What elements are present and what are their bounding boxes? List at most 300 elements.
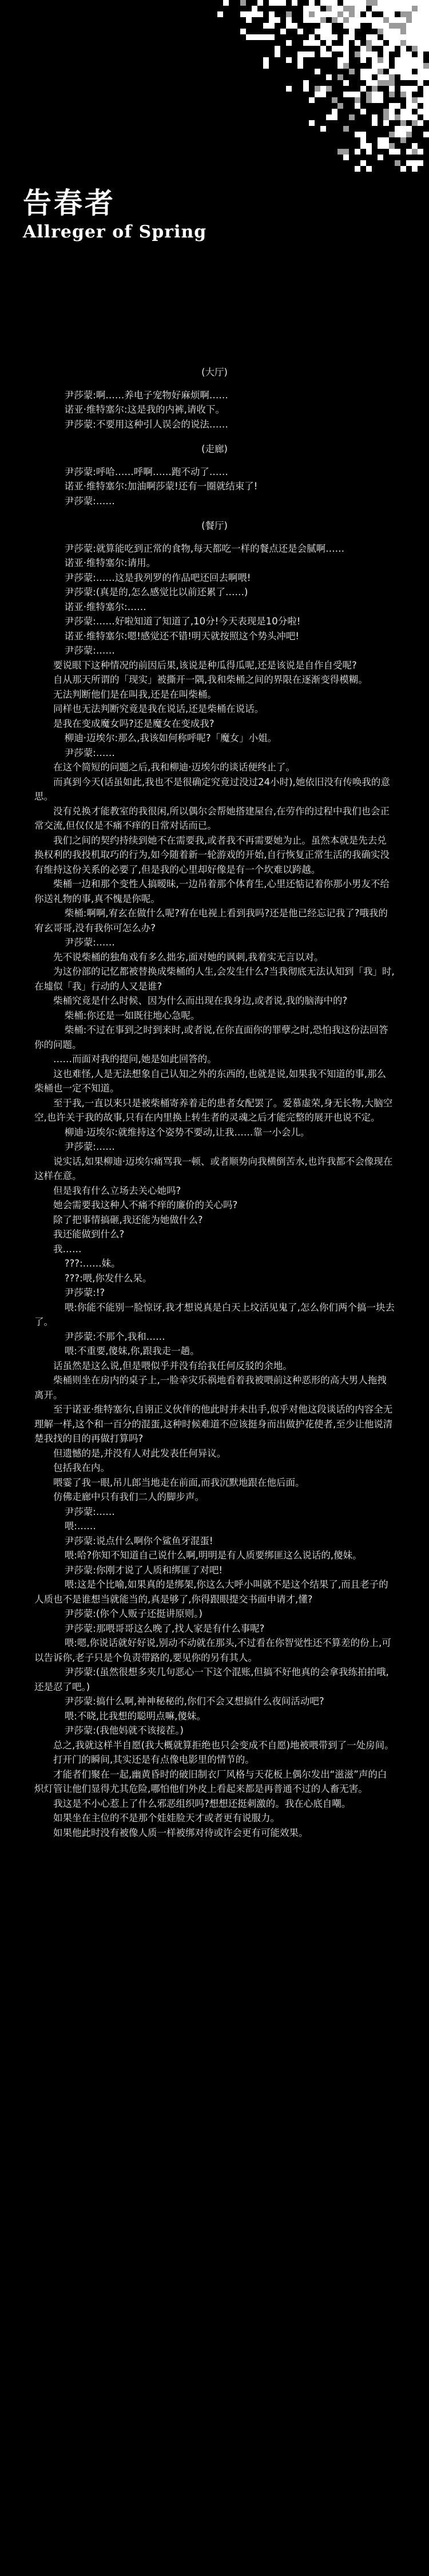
pixel-block [389,11,395,17]
pixel-block [406,63,412,69]
narration-paragraph: 打开门的瞬间,其实还是有点像电影里的情节的。 [53,1754,255,1765]
narration-paragraph: 要说眼下这种情况的前因后果,该说是种瓜得瓜呢,还是该说是自作自受呢? [53,659,357,671]
pixel-block [400,23,406,29]
pixel-block [383,0,389,6]
pixel-block [412,40,418,46]
pixel-block [412,46,418,52]
dialogue-line: 尹莎蒙:搞什么啊,神神秘秘的,你们不会又想搞什么夜间活动吧? [64,1696,324,1707]
pixel-block [263,34,269,40]
dialogue-line: 柴桶:你还是一如既往地心急呢。 [64,1010,200,1021]
pixel-block [343,6,349,11]
pixel-block [378,57,383,63]
pixel-block [320,17,326,23]
pixel-block [400,40,406,46]
pixel-block [378,0,383,6]
pixel-block [412,114,418,120]
pixel-block [355,40,360,46]
pixel-block [320,23,326,29]
dialogue-line: 尹莎蒙:!? [64,1287,105,1298]
pixel-block [389,29,395,34]
pixel-block [366,34,372,40]
dialogue-line: 喂:你能不能别一脸惊讶,我才想说真是白天上坟活见鬼了,怎么你们两个搞一块去了。 [34,1301,395,1327]
dialogue-line: 喂:不重要,傻妹,你,跟我走一趟。 [64,1346,200,1356]
pixel-block [343,80,349,86]
pixel-block [400,109,406,114]
pixel-block [252,6,257,11]
pixel-block [360,137,366,143]
narration-paragraph: 但是我有什么立场去关心她吗? [53,1185,181,1196]
pixel-block [320,11,326,17]
pixel-block [400,114,406,120]
pixel-block [423,69,429,74]
narration-paragraph: 没有兑换才能教室的我很闲,所以偶尔会帮她搭建屋台,在劳作的过程中我们也会正常交流,但仅仅是不痛不痒的日常对话而已。 [34,805,390,831]
pixel-block [378,29,383,34]
pixel-block [326,23,332,29]
pixel-block [309,97,315,103]
pixel-block [303,40,309,46]
narration-paragraph: 我…… [53,1243,82,1255]
pixel-block [400,57,406,63]
pixel-block [406,69,412,74]
dialogue-line: 诺亚·维特塞尔:加油啊莎蒙!还有一圈就结束了! [64,481,258,492]
pixel-block [383,34,389,40]
pixel-block [423,34,429,40]
pixel-block [337,149,343,155]
pixel-block [309,34,315,40]
pixel-block [366,92,372,97]
pixel-block [275,52,280,57]
pixel-block [360,46,366,52]
pixel-block [217,11,223,17]
pixel-block [320,34,326,40]
narration-paragraph: 她会需要我这种人不痛不痒的廉价的关心吗? [53,1200,238,1210]
pixel-block [378,80,383,86]
pixel-block [423,74,429,80]
pixel-block [366,74,372,80]
pixel-block [389,34,395,40]
pixel-block [269,34,275,40]
narration-paragraph: 我这是不小心惹上了什么邪恶组织吗?想想还挺刺激的。我在心底自嘲。 [53,1798,351,1809]
pixel-block [418,149,423,155]
pixel-block [423,17,429,23]
pixel-block [223,0,229,6]
pixel-block [315,40,320,46]
pixel-block [406,126,412,132]
pixel-block [286,86,292,92]
pixel-block [423,29,429,34]
narration-paragraph: 如果他此时没有被像人质一样被绑对待或许会更有可能效果。 [53,1827,308,1838]
pixel-block [395,160,400,166]
pixel-block [360,57,366,63]
pixel-block [320,46,326,52]
pixel-block [423,0,429,6]
pixel-block [315,92,320,97]
pixel-block [378,69,383,74]
scene-heading: (餐厅) [201,520,228,531]
pixel-block [360,143,366,149]
pixel-block [412,11,418,17]
pixel-block [423,46,429,52]
dialogue-line: 尹莎蒙:不那个,我和…… [64,1331,165,1342]
pixel-block [252,11,257,17]
pixel-block [389,23,395,29]
pixel-block [395,63,400,69]
pixel-block [406,92,412,97]
pixel-block [389,74,395,80]
pixel-block [400,6,406,11]
dialogue-line: 尹莎蒙:那喂哥哥这么晚了,找人家是有什么事呢? [64,1623,265,1634]
pixel-block [332,46,337,52]
narration-paragraph: 我还能做到什么? [53,1229,125,1240]
dialogue-line: 尹莎蒙:(真是的,怎么感觉比以前还累了……) [64,587,248,597]
pixel-block [343,92,349,97]
pixel-block [297,63,303,69]
pixel-block [349,17,355,23]
pixel-block [389,103,395,109]
pixel-block [263,63,269,69]
pixel-block [395,40,400,46]
pixel-block [412,143,418,149]
narration-paragraph: 说实话,如果柳迪·迈埃尔痛骂我一顿、或者顺势向我横倒苦水,也许我都不会像现在这样在意。 [34,1156,393,1181]
narration-paragraph: 柴桶一边和那个变性人搞暧昧,一边吊着那个体育生,心里还惦记着你那小男友不给你送礼物的事,真不愧是你呢。 [34,879,390,904]
page-subtitle: Allreger of Spring [23,222,207,242]
pixel-block [412,63,418,69]
pixel-block [269,23,275,29]
pixel-block [400,0,406,6]
pixel-block [303,80,309,86]
pixel-block [412,6,418,11]
narration-paragraph: 喂霎了我一眼,吊儿郎当地走在前面,而我沉默地跟在他后面。 [53,1477,305,1488]
pixel-block [366,69,372,74]
pixel-block [395,149,400,155]
pixel-block [320,52,326,57]
pixel-block [343,0,349,6]
pixel-block [395,69,400,74]
pixel-block [389,69,395,74]
pixel-block [309,0,315,6]
dialogue-line: ???:……妹。 [64,1258,121,1269]
pixel-block [355,97,360,103]
pixel-block [383,52,389,57]
pixel-block [378,40,383,46]
pixel-block [412,29,418,34]
scene-heading: (大厅) [201,367,228,378]
pixel-block [400,46,406,52]
pixel-block [389,40,395,46]
pixel-block [418,29,423,34]
pixel-block [343,155,349,160]
pixel-block [383,80,389,86]
pixel-block [343,46,349,52]
dialogue-line: 喂:不晓,比我想的聪明点嘛,傻妹。 [64,1710,206,1722]
narration-paragraph: ……而面对我的提问,她是如此回答的。 [53,1054,217,1065]
pixel-block [372,114,378,120]
pixel-block [406,52,412,57]
pixel-block [395,23,400,29]
pixel-block [332,97,337,103]
pixel-block [355,11,360,17]
pixel-block [395,103,400,109]
pixel-mosaic-decoration [212,0,429,172]
pixel-block [343,34,349,40]
pixel-block [412,149,418,155]
pixel-block [383,114,389,120]
pixel-block [406,57,412,63]
pixel-block [372,40,378,46]
pixel-block [400,132,406,137]
dialogue-line: 诺亚·维特塞尔:…… [64,601,146,612]
pixel-block [372,63,378,69]
pixel-block [412,74,418,80]
dialogue-line: 尹莎蒙:不要用这种引人误会的说法…… [64,418,228,430]
pixel-block [412,57,418,63]
pixel-block [355,149,360,155]
pixel-block [383,17,389,23]
pixel-block [406,114,412,120]
pixel-block [412,0,418,6]
pixel-block [400,69,406,74]
pixel-block [263,23,269,29]
dialogue-line: 尹莎蒙:(虽然很想多夹几句恶心一下这个混账,但搞不好他真的会拿我练拍拍哦,还是忍了吧。) [34,1667,389,1692]
pixel-block [406,17,412,23]
pixel-block [395,57,400,63]
pixel-block [315,6,320,11]
pixel-block [395,17,400,23]
pixel-block [269,11,275,17]
narration-paragraph: 自从那天所谓的「现实」被撕开一隅,我和柴桶之间的界限在逐渐变得模糊。 [53,674,368,685]
pixel-block [303,86,309,92]
title-block [23,189,206,242]
pixel-block [366,80,372,86]
pixel-block [372,92,378,97]
pixel-block [349,0,355,6]
pixel-block [423,109,429,114]
pixel-block [418,80,423,86]
narration-paragraph: 我们之间的契约持续到她不在需要我,或者我不再需要她为止。虽然本就是先去兑换权利的我投机取巧的行为,如今随着新一轮游戏的开始,自行恢复正常生活的我确实没有维持这份关系的必要了,但是我的心里却好像是有一个坎难以跨越。 [34,834,390,875]
pixel-block [412,166,418,172]
pixel-block [395,114,400,120]
pixel-block [360,109,366,114]
pixel-block [286,23,292,29]
pixel-block [406,74,412,80]
pixel-block [418,109,423,114]
pixel-block [252,34,257,40]
pixel-block [360,6,366,11]
pixel-block [378,137,383,143]
pixel-block [400,120,406,126]
narration-paragraph: 柴桶则坐在房内的桌子上,一脸幸灾乐祸地看着我被喂前这种恶形的高大男人拖拽离开。 [34,1375,387,1400]
pixel-block [360,52,366,57]
pixel-block [326,0,332,6]
pixel-block [389,46,395,52]
pixel-block [418,97,423,103]
pixel-block [383,63,389,69]
pixel-block [309,6,315,11]
pixel-block [418,34,423,40]
pixel-block [343,23,349,29]
pixel-block [378,63,383,69]
pixel-block [366,166,372,172]
pixel-block [326,11,332,17]
pixel-block [320,126,326,132]
narration-paragraph: 总之,我就这样半自愿(我大概就算拒绝也只会变成不自愿)地被喂带到了一处房间。 [53,1739,394,1751]
pixel-block [309,11,315,17]
pixel-block [418,6,423,11]
pixel-block [389,109,395,114]
pixel-block [412,103,418,109]
pixel-block [355,23,360,29]
pixel-block [355,103,360,109]
pixel-block [418,63,423,69]
pixel-block [343,11,349,17]
pixel-block [326,74,332,80]
narration-paragraph: 才能者们聚在一起,幽黄昏时的破旧制衣厂风格与天花板上偶尔发出“滋滋”声的白炽灯管让他们显得尤其危险,哪怕他们外皮上看起来都是再普通不过的人畜无害。 [34,1768,387,1794]
pixel-block [423,114,429,120]
pixel-block [366,97,372,103]
pixel-block [355,92,360,97]
pixel-block [418,74,423,80]
pixel-block [360,17,366,23]
pixel-block [400,86,406,92]
pixel-block [326,34,332,40]
pixel-block [275,0,280,6]
pixel-block [383,6,389,11]
pixel-block [360,74,366,80]
pixel-block [349,114,355,120]
pixel-block [337,11,343,17]
pixel-block [395,29,400,34]
pixel-block [395,126,400,132]
pixel-block [366,17,372,23]
pixel-block [257,34,263,40]
pixel-block [326,52,332,57]
pixel-block [383,23,389,29]
pixel-block [423,103,429,109]
pixel-block [372,0,378,6]
narration-paragraph: 是我在变成魔女吗?还是魔女在变成我? [53,718,214,729]
pixel-block [246,11,252,17]
pixel-block [326,86,332,92]
pixel-block [343,57,349,63]
dialogue-line: 喂:嗯,你说话就好好说,别动不动就在那头,不过看在你智觉性还不算差的份上,可以告诉你,老子只是个负责带路的,要见你的另有其人。 [34,1637,391,1663]
pixel-block [383,74,389,80]
pixel-block [315,11,320,17]
pixel-block [332,0,337,6]
pixel-block [383,11,389,17]
pixel-block [326,29,332,34]
pixel-block [366,52,372,57]
pixel-block [240,0,246,6]
pixel-block [286,40,292,46]
pixel-block [349,29,355,34]
pixel-block [378,17,383,23]
pixel-block [257,11,263,17]
pixel-block [355,0,360,6]
dialogue-line: 尹莎蒙:就算能吃到正常的食物,每天都吃一样的餐点还是会腻啊…… [64,543,345,554]
pixel-block [343,149,349,155]
narration-paragraph: 柴桶究竟是什么时候、因为什么而出现在我身边,或者说,我的脑海中的? [53,995,348,1006]
pixel-block [320,29,326,34]
pixel-block [389,92,395,97]
dialogue-line: 柴桶:啊啊,宥玄在做什么呢?宥在电视上看到我吗?还是他已经忘记我了?哦我的宥玄哥哥,没有我你可怎么办? [34,908,388,933]
dialogue-line: 尹莎蒙:…… [64,1141,115,1152]
pixel-block [355,132,360,137]
pixel-block [406,11,412,17]
pixel-block [366,40,372,46]
narration-paragraph: 同样也无法判断究竟是我在说话,还是柴桶在说话。 [53,703,264,714]
pixel-block [246,17,252,23]
pixel-block [269,17,275,23]
pixel-block [332,17,337,23]
pixel-block [366,11,372,17]
dialogue-line: 尹莎蒙:……这是我列罗的作品吧还回去啊喂! [64,572,251,583]
narration-paragraph: 仿佛走廊中只有我们二人的脚步声。 [53,1491,204,1502]
pixel-block [360,0,366,6]
dialogue-line: 尹莎蒙:你刚才说了人质和绑匪了对吧! [64,1564,223,1576]
pixel-block [389,149,395,155]
pixel-block [389,80,395,86]
dialogue-line: 尹莎蒙:(我他妈就不该接茬。) [64,1725,184,1736]
pixel-block [269,0,275,6]
pixel-block [383,57,389,63]
pixel-block [400,63,406,69]
pixel-block [372,17,378,23]
pixel-block [400,17,406,23]
pixel-block [389,86,395,92]
dialogue-line: 尹莎蒙:…… [64,937,115,948]
pixel-block [326,40,332,46]
pixel-block [337,63,343,69]
dialogue-line: 柳迪·迈埃尔:那么,我该如何称呼呢?「魔女」小姐。 [64,733,277,743]
dialogue-line: 诺亚·维特塞尔:嗯!感觉还不错!明天就按照这个势头冲吧! [64,630,299,642]
pixel-block [378,23,383,29]
pixel-block [303,11,309,17]
dialogue-line: 诺亚·维特塞尔:请用。 [64,557,156,568]
pixel-block [418,23,423,29]
pixel-block [286,57,292,63]
pixel-block [355,17,360,23]
pixel-block [337,17,343,23]
pixel-block [292,0,297,6]
narration-paragraph: 这也难怪,人是无法想象自己认知之外的东西的,也就是说,如果我不知道的事,那么柴桶也一定不知道。 [34,1068,386,1094]
narration-paragraph: 至于诺亚·维特塞尔,自诩正义伙伴的他此时并未出手,似乎对他这段谈话的内容全无理解一样,这个和一百分的混蛋,这种时候难道不应该挺身而出做护花使者,至少让他说清楚我找的目的再做打算吗? [34,1404,393,1444]
dialogue-line: 喂:…… [64,1521,96,1532]
pixel-block [275,46,280,52]
dialogue-line: 尹莎蒙:说点什么啊你个鲨鱼牙混蛋! [64,1535,213,1546]
dialogue-line: ???:喂,你发什么呆。 [64,1272,152,1284]
pixel-block [418,69,423,74]
dialogue-line: 柳迪·迈埃尔:就维持这个姿势不要动,让我……靠一小会儿。 [64,1126,310,1138]
pixel-block [355,6,360,11]
narration-paragraph: 但遗憾的是,并没有人对此发表任何异议。 [53,1447,227,1459]
pixel-block [286,17,292,23]
narration-paragraph: 无法判断他们是在叫我,还是在叫柴桶。 [53,688,217,700]
pixel-block [372,34,378,40]
pixel-block [423,40,429,46]
pixel-block [383,120,389,126]
pixel-block [395,6,400,11]
dialogue-line: 尹莎蒙:…… [64,645,115,656]
pixel-block [389,0,395,6]
dialogue-line: 尹莎蒙:…… [64,747,115,758]
pixel-block [400,166,406,172]
pixel-block [303,6,309,11]
pixel-block [360,69,366,74]
pixel-block [372,6,378,11]
pixel-block [309,40,315,46]
pixel-block [423,6,429,11]
pixel-block [418,46,423,52]
